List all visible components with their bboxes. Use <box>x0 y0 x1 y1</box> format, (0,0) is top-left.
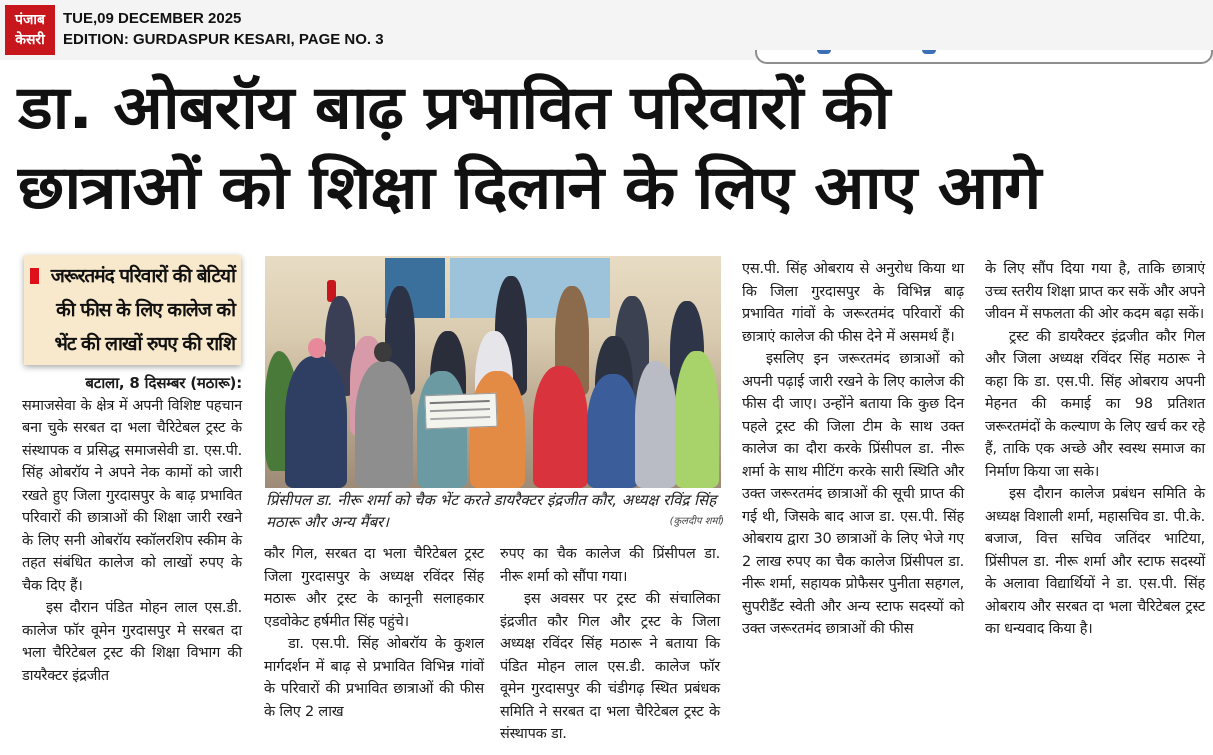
paragraph: रुपए का चैक कालेज की प्रिंसीपल डा. नीरू शर्मा को सौंपा गया। <box>500 546 720 585</box>
frame-marker-icon <box>922 50 936 54</box>
dateline: बटाला, 8 दिसम्बर (मठारू): <box>85 374 242 392</box>
page-frame-edge <box>755 50 1213 64</box>
turban <box>374 342 392 362</box>
article-photo <box>265 256 721 488</box>
article-column-1 <box>22 372 242 687</box>
photo-credit: (कुलदीप शर्मा) <box>669 516 724 527</box>
turban <box>308 338 326 358</box>
article-column-5 <box>985 258 1205 641</box>
headline-line-1: डा. ओबरॉय बाढ़ प्रभावित परिवारों की <box>18 73 890 143</box>
subhead-line-2: की फीस के लिए कालेज को <box>56 299 235 321</box>
edition-info: EDITION: GURDASPUR KESARI, PAGE NO. 3 <box>63 31 384 48</box>
presentation-cheque <box>424 393 497 429</box>
red-square-bullet-icon <box>30 268 39 284</box>
person-figure <box>417 371 467 488</box>
logo-line-2: केसरी <box>15 32 45 48</box>
subhead-box <box>24 255 241 365</box>
paragraph: इस अवसर पर ट्रस्ट की संचालिका इंद्रजीत कौर गिल और ट्रस्ट के जिला अध्यक्ष रविंदर सिंह मठारू ने बताया कि पंडित मोहन लाल एस.डी. कालेज फॉर वूमेन गुरदासपुर की चंडीगढ़ स्थित प्रबंधक समिति ने सरबत दा भला चैरिटेबल ट्रस्ट के संस्थापक डा. <box>500 591 720 742</box>
paragraph: कौर गिल, सरबत दा भला चैरिटेबल ट्रस्ट जिला गुरदासपुर के अध्यक्ष रविंदर सिंह मठारू और ट्रस्ट के कानूनी सलाहकार एडवोकेट हर्षमीत सिंह पहुंचे। <box>264 546 484 630</box>
person-figure <box>470 371 525 488</box>
paragraph: इसलिए इन जरूरतमंद छात्राओं को अपनी पढ़ाई जारी रखने के लिए कालेज की फीस दी जाए। उन्होंने बताया कि कुछ दिन पहले ट्रस्ट की जिला टीम के साथ उक्त कालेज का दौरा करके प्रिंसीपल डा. नीरू शर्मा के साथ मीटिंग करके सारी स्थिति और उक्त जरूरतमंद छात्राओं की सूची प्राप्त की गई थी, जिसके बाद आज डा. एस.पी. सिंह ओबराय द्वारा 30 छात्राओं के लिए भेजे गए 2 लाख रुपए का चैक कालेज प्रिंसीपल डा. नीरू शर्मा, सहायक प्रोफैसर पुनीता सहगल, सुपरीडैंट स्वेती और अन्य स्टाफ सदस्यों को उक्त जरूरतमंद छात्राओं की फीस <box>742 351 964 637</box>
paragraph: एस.पी. सिंह ओबराय से अनुरोध किया था कि जिला गुरदासपुर के विभिन्न बाढ़ प्रभावित गांवों के जरूरतमंद परिवारों की छात्राएं कालेज की फीस देने में असमर्थ हैं। <box>742 261 964 345</box>
paragraph: इस दौरान पंडित मोहन लाल एस.डी. कालेज फॉर वूमेन गुरदासपुर मे सरबत दा भला चैरिटेबल ट्रस्ट की शिक्षा विभाग की डायरैक्टर इंद्रजीत <box>22 600 242 684</box>
paragraph: इस दौरान कालेज प्रबंधन समिति के अध्यक्ष विशाली शर्मा, महासचिव डा. पी.के. बजाज, वित्त सचिव जतिंदर भाटिया, प्रिंसीपल डा. नीरू शर्मा और स्टाफ सदस्यों के अलावा विद्यार्थियों ने डा. एस.पी. सिंह ओबराय और सरबत दा भला चैरिटेबल ट्रस्ट का धन्यवाद किया है। <box>985 486 1205 637</box>
person-figure <box>533 366 588 488</box>
paragraph: समाजसेवा के क्षेत्र में अपनी विशिष्ट पहचान बना चुके सरबत दा भला चैरिटेबल ट्रस्ट के संस्थापक व प्रसिद्ध समाजसेवी डा. एस.पी. सिंह ओबरॉय ने अपने नेक कामों को जारी रखते हुए जिला गुरदासपुर के बाढ़ प्रभावित परिवारों की छात्राओं की शिक्षा जारी रखने के लिए सनी ओबरॉय स्कॉलरशिप स्कीम के तहत संबंधित कालेज को लाखों रुपए के चैक दिए हैं। <box>22 397 242 594</box>
subhead-line-1: जरूरतमंद परिवारों की बेटियों <box>50 265 235 287</box>
article-column-2 <box>264 543 484 723</box>
paragraph: के लिए सौंप दिया गया है, ताकि छात्राएं उच्च स्तरीय शिक्षा प्राप्त कर सकें और अपने जीवन में सफलता की ओर कदम बढ़ा सकें। <box>985 261 1205 322</box>
logo-line-1: पंजाब <box>15 12 45 28</box>
publication-date: TUE,09 DECEMBER 2025 <box>63 10 242 27</box>
article-headline <box>18 68 1208 228</box>
headline-line-2: छात्राओं को शिक्षा दिलाने के लिए आए आगे <box>18 153 1041 223</box>
paragraph: डा. एस.पी. सिंह ओबरॉय के कुशल मार्गदर्शन में बाढ़ से प्रभावित विभिन्न गांवों के परिवारों की प्रभावित छात्राओं की फीस के लिए 2 लाख <box>264 636 484 720</box>
article-column-3 <box>500 543 720 746</box>
paragraph: ट्रस्ट की डायरैक्टर इंद्रजीत कौर गिल और जिला अध्यक्ष रविंदर सिंह मठारू ने कहा कि डा. एस.पी. सिंह ओबराय अपनी मेहनत की कमाई का 98 प्रतिशत जरूरतमंदों के कल्याण के लिए खर्च कर रहे हैं, ताकि एक अच्छे और स्वस्थ समाज का निर्माण किया जा सके। <box>985 328 1205 480</box>
person-figure <box>285 356 347 488</box>
frame-marker-icon <box>817 50 831 54</box>
subhead-line-3: भेंट की लाखों रुपए की राशि <box>54 333 235 355</box>
person-figure <box>355 361 413 488</box>
article-column-4 <box>742 258 964 641</box>
person-figure <box>635 361 677 488</box>
person-figure <box>587 374 639 488</box>
punjab-kesari-logo <box>5 5 55 55</box>
edition-meta <box>63 8 384 50</box>
photo-caption <box>266 489 724 533</box>
person-figure <box>675 351 719 488</box>
caption-text: प्रिंसीपल डा. नीरू शर्मा को चैक भेंट करते डायरैक्टर इंद्रजीत कौर, अध्यक्ष रविंद्र सिंह मठारू और अन्य मैंबर। <box>266 491 717 531</box>
